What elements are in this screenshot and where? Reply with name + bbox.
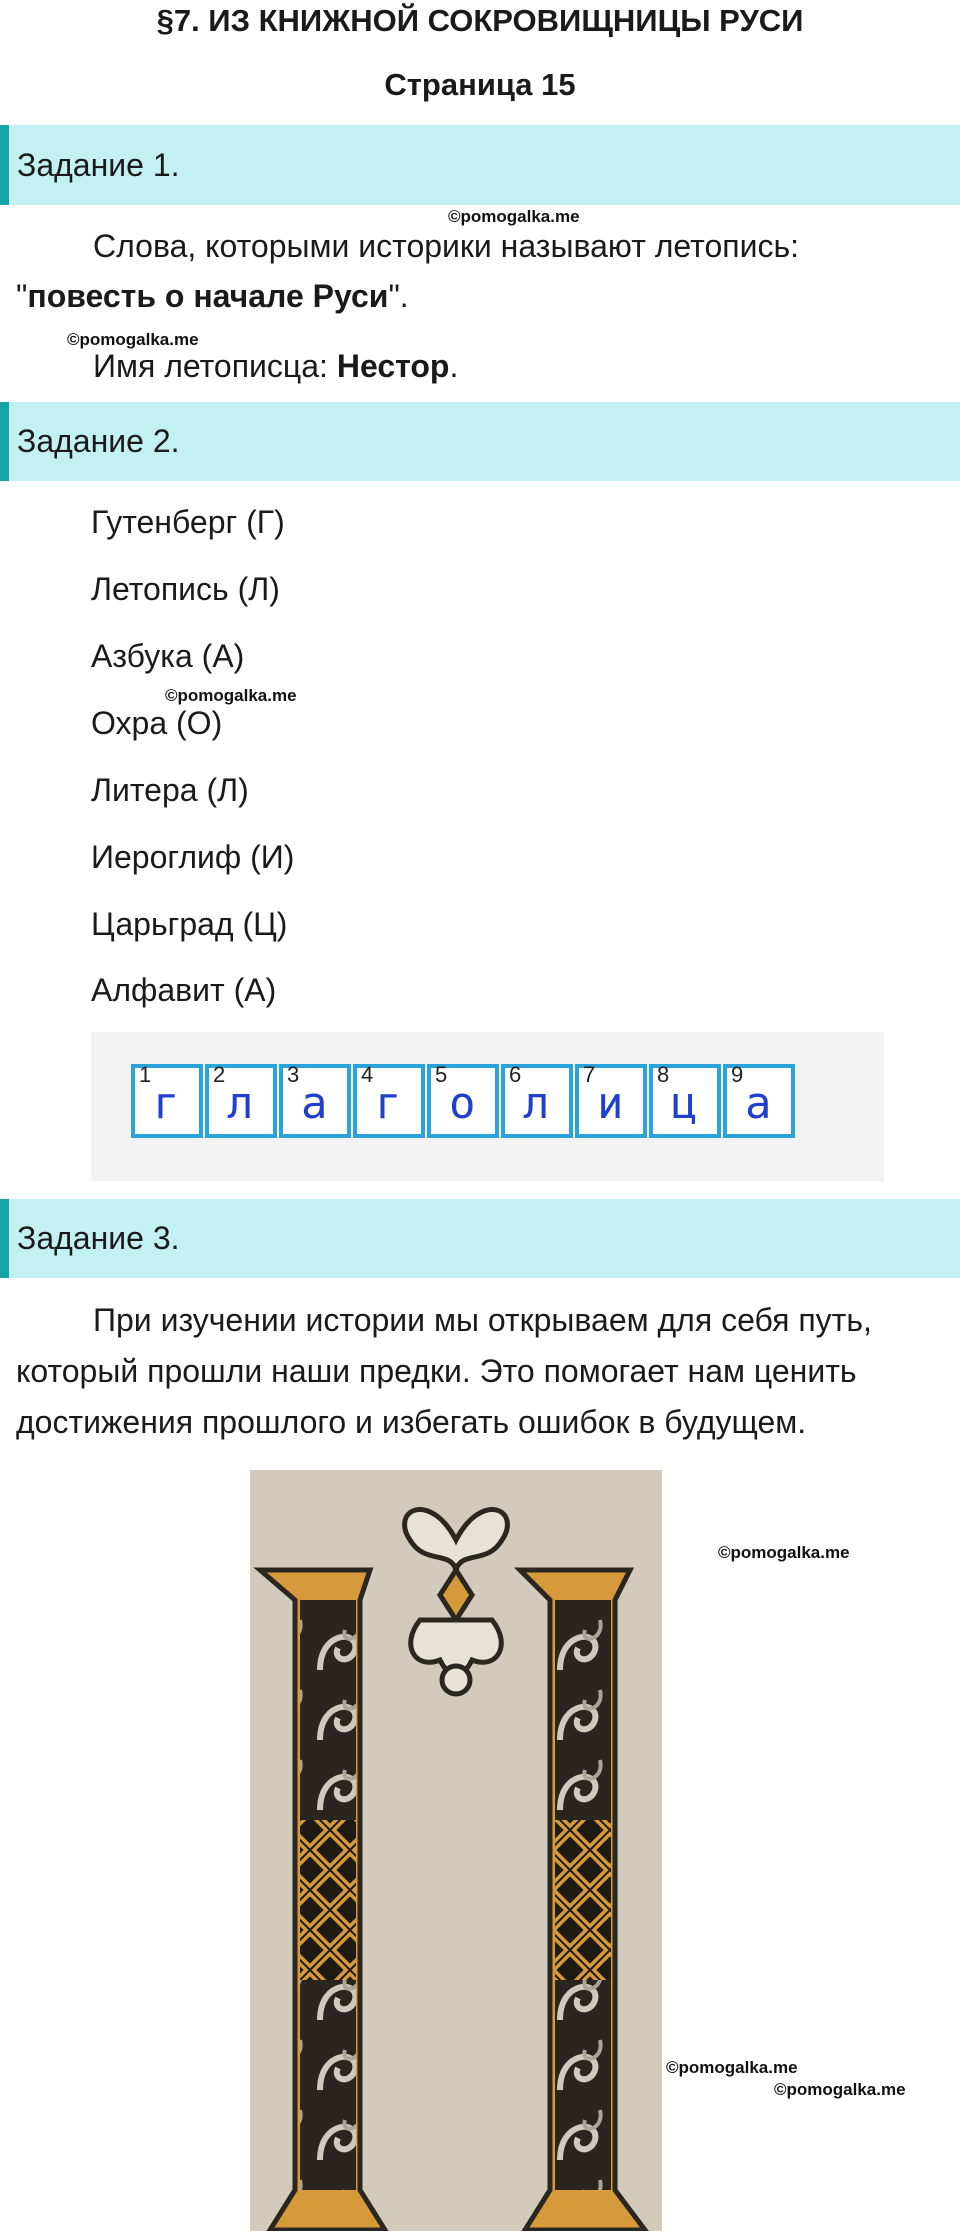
list-item: Гутенберг (Г) [91, 504, 285, 540]
list-item: Царьград (Ц) [91, 906, 288, 942]
cell-letter: г [153, 1078, 180, 1129]
watermark: ©pomogalka.me [666, 2058, 798, 2077]
cell-letter: л [227, 1078, 254, 1129]
list-item: Иероглиф (И) [91, 839, 295, 875]
list-item: Алфавит (А) [91, 972, 277, 1008]
page-number: Страница 15 [384, 67, 576, 102]
task-2-heading-text: Задание 2. [17, 423, 180, 459]
task-2-heading [0, 402, 960, 481]
cell-number: 7 [583, 1062, 596, 1087]
cell-letter: и [597, 1078, 624, 1129]
cell-letter: а [301, 1078, 328, 1129]
cell-number: 9 [731, 1062, 744, 1087]
cell-number: 2 [213, 1062, 226, 1087]
crossword-cell [649, 1064, 721, 1138]
watermark: ©pomogalka.me [448, 207, 580, 226]
crossword-cell [723, 1064, 795, 1138]
crossword-cell [353, 1064, 425, 1138]
task-1-text: Слова, которыми историки называют летопись: [93, 228, 799, 264]
cell-number: 6 [509, 1062, 522, 1087]
cell-number: 4 [361, 1062, 374, 1087]
task-3-heading-text: Задание 3. [17, 1220, 180, 1256]
task-3-line: При изучении истории мы открываем для себя путь, [93, 1302, 872, 1338]
illuminated-letter-image [250, 1470, 662, 2231]
watermark: ©pomogalka.me [67, 330, 199, 349]
list-item: Охра (О) [91, 705, 223, 741]
author-name: Нестор [336, 348, 450, 384]
watermark: ©pomogalka.me [718, 1543, 850, 1562]
task-3-line: достижения прошлого и избегать ошибок в будущем. [16, 1404, 807, 1440]
quote-open: " [16, 278, 28, 314]
task-1-author [93, 340, 458, 392]
task-3-line: который прошли наши предки. Это помогает нам ценить [16, 1353, 857, 1389]
cell-number: 8 [657, 1062, 670, 1087]
crossword-cell [501, 1064, 573, 1138]
watermark: ©pomogalka.me [165, 686, 297, 705]
list-item: Литера (Л) [91, 772, 249, 808]
author-label: Имя летописца: [93, 348, 337, 384]
watermark: ©pomogalka.me [774, 2080, 906, 2099]
cell-letter: о [449, 1078, 476, 1129]
list-item: Летопись (Л) [91, 571, 280, 607]
quote-close: ". [388, 278, 409, 314]
cell-letter: г [375, 1078, 402, 1129]
cell-number: 3 [287, 1062, 300, 1087]
cell-letter: л [523, 1078, 550, 1129]
cell-letter: ц [671, 1078, 698, 1129]
task-1-heading-text: Задание 1. [17, 146, 180, 183]
crossword-cell [427, 1064, 499, 1138]
chronicle-title: повесть о начале Руси [27, 278, 389, 314]
author-end: . [449, 348, 459, 384]
page-title: §7. ИЗ КНИЖНОЙ СОКРОВИЩНИЦЫ РУСИ [156, 3, 804, 38]
task-1-heading [0, 125, 960, 205]
cell-letter: а [745, 1078, 772, 1129]
task-3-heading [0, 1199, 960, 1278]
cell-number: 5 [435, 1062, 448, 1087]
crossword-cell [131, 1064, 203, 1138]
task-1-quote [16, 270, 409, 322]
list-item: Азбука (А) [91, 638, 245, 674]
crossword-cell [279, 1064, 351, 1138]
crossword-answer [131, 1064, 797, 1138]
crossword-cell [205, 1064, 277, 1138]
crossword-cell [575, 1064, 647, 1138]
cell-number: 1 [139, 1062, 152, 1087]
